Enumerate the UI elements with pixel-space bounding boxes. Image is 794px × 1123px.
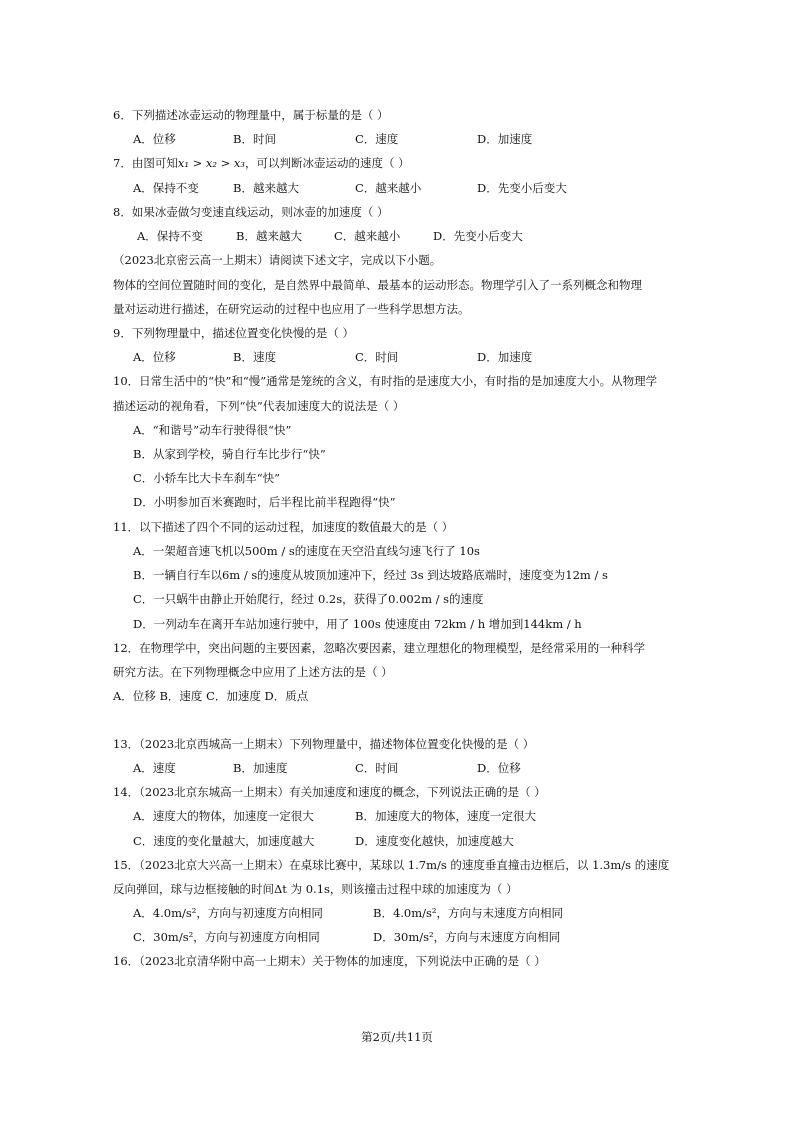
question-9-option-c: C．时间: [355, 350, 399, 364]
page-number-footer: 第2页/共11页: [361, 1030, 433, 1044]
question-13-option-d: D．位移: [477, 761, 521, 775]
question-14-option-b: B．加速度大的物体，速度一定很大: [355, 809, 536, 823]
question-15-option-b: B．4.0m/s²，方向与末速度方向相同: [373, 906, 564, 920]
question-10-option-b: B．从家到学校，骑自行车比步行“快”: [133, 447, 326, 461]
question-11-option-b: B．一辆自行车以6m / s的速度从坡顶加速冲下，经过 3s 到达坡路底端时，速度变为12m / s: [133, 568, 608, 582]
question-15-line-1: 15．（2023北京大兴高一上期末）在桌球比赛中，某球以 1.7m/s 的速度垂直撞击边框后，以 1.3m/s 的速度: [113, 858, 670, 872]
question-11-stem: 11．以下描述了四个不同的运动过程，加速度的数值最大的是（ ）: [113, 520, 454, 534]
question-12-line-2: 研究方法。在下列物理概念中应用了上述方法的是（ ）: [113, 665, 393, 679]
question-9-option-a: A．位移: [133, 350, 176, 364]
question-10-option-c: C．小轿车比大卡车刹车“快”: [133, 471, 281, 485]
question-6-option-c: C．速度: [355, 132, 399, 146]
question-10-option-d: D．小明参加百米赛跑时，后半程比前半程跑得“快”: [133, 495, 396, 509]
question-6-option-b: B．时间: [233, 132, 276, 146]
question-7-stem-post: ，可以判断冰壶运动的速度（ ）: [245, 156, 410, 170]
question-13-option-a: A．速度: [133, 761, 176, 775]
question-7-option-c: C．越来越小: [355, 181, 422, 195]
question-13-option-b: B．加速度: [233, 761, 288, 775]
question-8-option-d: D．先变小后变大: [433, 229, 523, 243]
passage-line-2: 量对运动进行描述，在研究运动的过程中也应用了一些科学思想方法。: [113, 302, 470, 316]
question-13-stem: 13．（2023北京西城高一上期末）下列物理量中，描述物体位置变化快慢的是（ ）: [113, 737, 535, 751]
question-8-stem: 8．如果冰壶做匀变速直线运动，则冰壶的加速度（ ）: [113, 205, 389, 219]
question-10-line-1: 10．日常生活中的“快”和“慢”通常是笼统的含义，有时指的是速度大小，有时指的是加速度大小。从物理学: [113, 374, 658, 388]
question-8-option-a: A．保持不变: [137, 229, 203, 243]
question-7-option-b: B．越来越大: [233, 181, 299, 195]
question-14-stem: 14．（2023北京东城高一上期末）有关加速度和速度的概念，下列说法正确的是（ ）: [113, 785, 546, 799]
question-7-option-a: A．保持不变: [133, 181, 199, 195]
question-8-option-b: B．越来越大: [236, 229, 302, 243]
question-9-option-b: B．速度: [233, 350, 276, 364]
question-15-option-c: C．30m/s²，方向与初速度方向相同: [133, 930, 320, 944]
question-7-stem: [113, 155, 410, 171]
question-9-stem: 9．下列物理量中，描述位置变化快慢的是（ ）: [113, 326, 354, 340]
question-11-option-d: D．一列动车在离开车站加速行驶中，用了 100s 使速度由 72km / h 增加到144km / h: [133, 617, 582, 631]
question-8-option-c: C．越来越小: [334, 229, 401, 243]
question-13-option-c: C．时间: [355, 761, 399, 775]
question-14-option-c: C．速度的变化量越大，加速度越大: [133, 834, 315, 848]
question-7-option-d: D．先变小后变大: [477, 181, 567, 195]
question-11-option-c: C．一只蜗牛由静止开始爬行，经过 0.2s，获得了0.002m / s的速度: [133, 592, 484, 606]
question-10-line-2: 描述运动的视角看，下列“快”代表加速度大的说法是（ ）: [113, 399, 405, 413]
question-12-options: A．位移 B．速度 C．加速度 D．质点: [113, 689, 309, 703]
question-14-option-d: D．速度变化越快，加速度越大: [355, 834, 514, 848]
question-7-stem-pre: 7．由图可知: [113, 156, 178, 170]
passage-line-1: 物体的空间位置随时间的变化，是自然界中最简单、最基本的运动形态。物理学引入了一系列概念和物理: [113, 278, 642, 292]
question-14-option-a: A．速度大的物体，加速度一定很大: [133, 809, 314, 823]
question-16-stem: 16．（2023北京清华附中高一上期末）关于物体的加速度，下列说法中正确的是（ ）: [113, 954, 546, 968]
question-15-option-d: D．30m/s²，方向与末速度方向相同: [373, 930, 561, 944]
question-10-option-a: A．“和谐号”动车行驶得很“快”: [133, 423, 292, 437]
question-7-math: x₁ > x₂ > x₃: [177, 156, 246, 170]
passage-source: （2023北京密云高一上期末）请阅读下述文字，完成以下小题。: [113, 253, 442, 267]
question-15-line-2: 反向弹回，球与边框接触的时间Δt 为 0.1s，则该撞击过程中球的加速度为（ ）: [113, 882, 518, 896]
question-12-line-1: 12．在物理学中，突出问题的主要因素，忽略次要因素，建立理想化的物理模型，是经常采用的一种科学: [113, 641, 646, 655]
question-6-option-d: D．加速度: [477, 132, 533, 146]
question-6-option-a: A．位移: [133, 132, 176, 146]
question-6-stem: 6．下列描述冰壶运动的物理量中，属于标量的是（ ）: [113, 108, 389, 122]
question-15-option-a: A．4.0m/s²，方向与初速度方向相同: [133, 906, 323, 920]
question-9-option-d: D．加速度: [477, 350, 533, 364]
question-11-option-a: A．一架超音速飞机以500m / s的速度在天空沿直线匀速飞行了 10s: [133, 544, 480, 558]
